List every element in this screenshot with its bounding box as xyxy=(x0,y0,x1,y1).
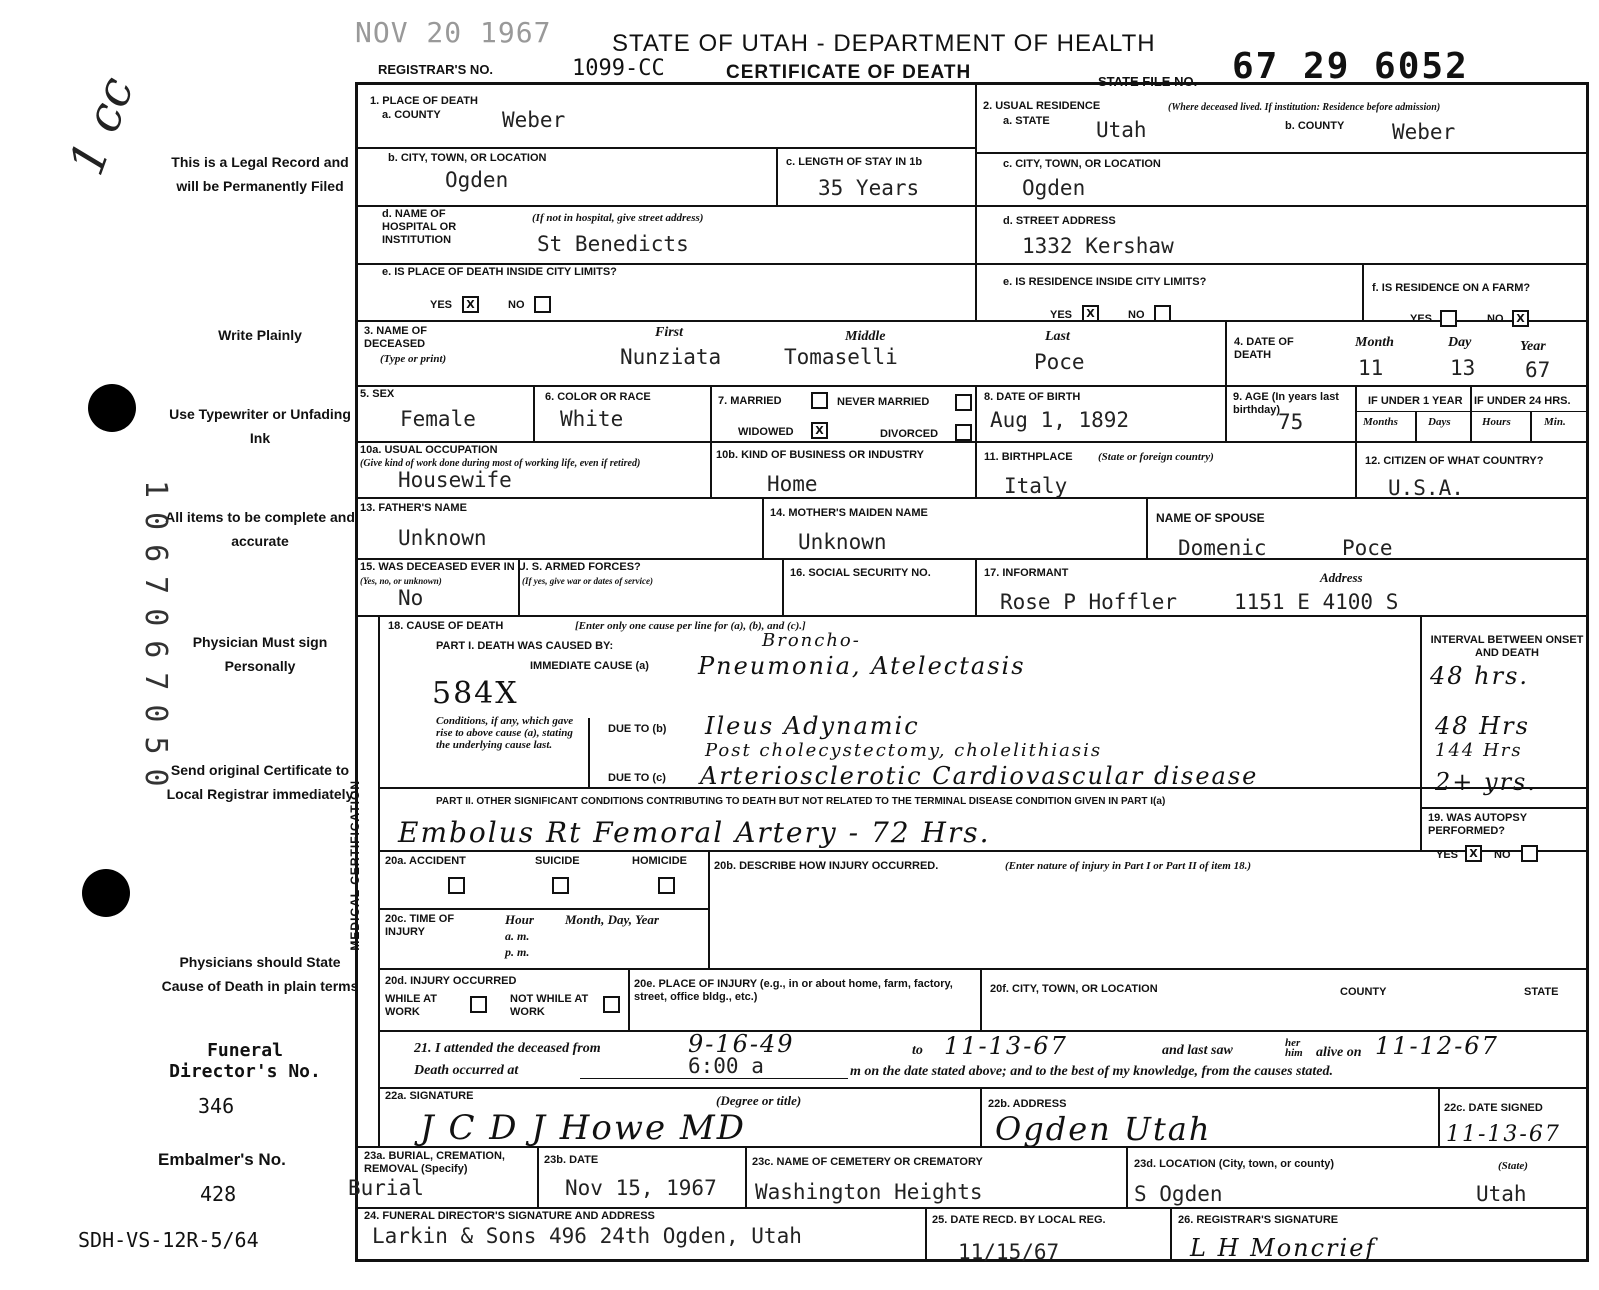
informant-name-value: Rose P Hoffler xyxy=(1000,590,1178,614)
hospital-value: St Benedicts xyxy=(537,232,689,256)
days-heading: Days xyxy=(1428,416,1451,428)
year-heading: Year xyxy=(1520,339,1546,354)
embalmer-number: 428 xyxy=(200,1182,237,1206)
physician-signature: J C D J Howe MD xyxy=(420,1108,746,1148)
write-plainly-note: Write Plainly xyxy=(218,327,302,343)
not-while-at-work-checkbox[interactable] xyxy=(603,996,620,1013)
alive-on-value: 11-12-67 xyxy=(1375,1032,1499,1060)
immediate-cause-label: IMMEDIATE CAUSE (a) xyxy=(530,660,649,672)
death-city-value: Ogden xyxy=(445,168,509,192)
registrar-no-value: 1099-CC xyxy=(572,56,665,81)
residence-inside-yes-checkbox[interactable]: X xyxy=(1082,305,1099,322)
date-received-label: 25. DATE RECD. BY LOCAL REG. xyxy=(932,1214,1106,1226)
cemetery-label: 23c. NAME OF CEMETERY OR CREMATORY xyxy=(752,1156,983,1168)
yes-label: YES xyxy=(1410,313,1433,325)
time-of-injury-label: 20c. TIME OF INJURY xyxy=(385,913,455,938)
funeral-director-number: 346 xyxy=(198,1094,235,1118)
attended-label: 21. I attended the deceased from xyxy=(414,1041,601,1056)
race-label: 6. COLOR OR RACE xyxy=(545,391,651,403)
immediate-cause-value: Pneumonia, Atelectasis xyxy=(698,652,1026,680)
attended-from-value: 9-16-49 xyxy=(688,1030,795,1058)
burial-state-label: (State) xyxy=(1498,1160,1528,1172)
embalmer-label: Embalmer's No. xyxy=(158,1150,286,1169)
injury-occurred-label: 20d. INJURY OCCURRED xyxy=(385,975,517,987)
first-name-heading: First xyxy=(655,325,684,340)
suicide-label: SUICIDE xyxy=(535,855,580,867)
mother-name-label: 14. MOTHER'S MAIDEN NAME xyxy=(770,507,928,519)
death-year-value: 67 xyxy=(1525,358,1551,382)
homicide-label: HOMICIDE xyxy=(632,855,687,867)
physician-sign-note: Physician Must sign Personally xyxy=(192,634,328,674)
business-label: 10b. KIND OF BUSINESS OR INDUSTRY xyxy=(716,449,925,461)
physician-address-label: 22b. ADDRESS xyxy=(988,1098,1067,1110)
interval-c-value: 2+ yrs. xyxy=(1435,768,1537,796)
deceased-name-label: 3. NAME OF DECEASED xyxy=(364,325,427,350)
margin-handwritten-mark: 1 cc xyxy=(58,69,146,183)
length-of-stay-value: 35 Years xyxy=(818,176,920,200)
injury-state-label: STATE xyxy=(1524,986,1559,998)
spouse-name-label: NAME OF SPOUSE xyxy=(1156,511,1265,525)
residence-state-value: Utah xyxy=(1096,118,1147,142)
accident-checkbox[interactable] xyxy=(448,877,465,894)
autopsy-yes-checkbox[interactable]: X xyxy=(1465,845,1482,862)
business-value: Home xyxy=(767,472,818,496)
never-married-label: NEVER MARRIED xyxy=(837,396,930,408)
hours-heading: Hours xyxy=(1482,416,1511,428)
received-date-stamp: NOV 20 1967 xyxy=(355,16,552,49)
age-value: 75 xyxy=(1278,410,1304,434)
degree-title-label: (Degree or title) xyxy=(716,1093,802,1108)
am-heading: a. m. xyxy=(505,929,530,943)
married-checkbox[interactable] xyxy=(811,392,828,409)
months-heading: Months xyxy=(1363,416,1398,428)
residence-city-value: Ogden xyxy=(1022,176,1086,200)
punch-hole xyxy=(88,384,136,432)
mother-name-value: Unknown xyxy=(798,530,887,554)
registrar-signature-label: 26. REGISTRAR'S SIGNATURE xyxy=(1178,1214,1339,1226)
date-of-birth-value: Aug 1, 1892 xyxy=(990,408,1130,432)
widowed-checkbox[interactable]: X xyxy=(811,422,828,439)
never-married-checkbox[interactable] xyxy=(955,394,972,411)
immediate-cause-prefix: Broncho- xyxy=(762,630,861,651)
attended-to-label: to xyxy=(912,1043,923,1058)
under-1-year-label: IF UNDER 1 YEAR xyxy=(1368,395,1463,407)
yes-label: YES xyxy=(1050,309,1073,321)
occupation-note: (Give kind of work done during most of working life, even if retired) xyxy=(360,458,641,469)
registrar-no-label: REGISTRAR'S NO. xyxy=(378,62,494,77)
farm-no-checkbox[interactable]: X xyxy=(1512,310,1529,327)
residence-county-value: Weber xyxy=(1392,120,1456,144)
death-occurred-statement: m on the date stated above; and to the best of my knowledge, from the causes stated. xyxy=(850,1064,1333,1079)
cause-of-death-label: 18. CAUSE OF DEATH xyxy=(388,620,504,632)
residence-county-label: b. COUNTY xyxy=(1285,120,1345,132)
medical-certification-label: MEDICAL CERTIFICATION xyxy=(348,780,362,951)
certificate-title: CERTIFICATE OF DEATH xyxy=(726,62,972,83)
first-name-value: Nunziata xyxy=(620,345,722,369)
no-label: NO xyxy=(1128,309,1145,321)
while-at-work-label: WHILE AT WORK xyxy=(385,993,437,1018)
armed-forces-note-1: (Yes, no, or unknown) xyxy=(360,576,442,586)
occupation-label: 10a. USUAL OCCUPATION xyxy=(360,444,498,456)
place-of-injury-label: 20e. PLACE OF INJURY (e.g., in or about home, farm, factory, street, office bldg., etc.) xyxy=(634,978,953,1003)
sex-value: Female xyxy=(400,407,476,431)
punch-hole xyxy=(82,869,130,917)
physicians-state-note: Physicians should State Cause of Death in plain terms xyxy=(161,954,359,994)
cause-code: 584X xyxy=(432,676,519,711)
part-one-label: PART I. DEATH WAS CAUSED BY: xyxy=(436,640,614,652)
sex-label: 5. SEX xyxy=(360,388,395,400)
state-file-label: STATE FILE NO. xyxy=(1098,74,1198,89)
death-city-label: b. CITY, TOWN, OR LOCATION xyxy=(388,152,547,164)
informant-address-value: 1151 E 4100 S xyxy=(1234,590,1399,614)
injury-county-label: COUNTY xyxy=(1340,986,1387,998)
date-of-death-label: 4. DATE OF DEATH xyxy=(1234,336,1294,361)
interval-label: INTERVAL BETWEEN ONSET AND DEATH xyxy=(1430,634,1584,659)
no-label: NO xyxy=(508,299,525,311)
death-inside-no-checkbox[interactable] xyxy=(534,296,551,313)
part-two-value: Embolus Rt Femoral Artery - 72 Hrs. xyxy=(398,816,991,849)
citizenship-value: U.S.A. xyxy=(1388,476,1464,500)
usual-residence-label: 2. USUAL RESIDENCE xyxy=(983,100,1101,112)
conditions-note: Conditions, if any, which gave rise to above cause (a), stating the underlying cause last. xyxy=(436,715,574,751)
yes-label: YES xyxy=(430,299,453,311)
alive-on-label: alive on xyxy=(1316,1045,1362,1060)
funeral-director-label: Funeral Director's No. xyxy=(169,1040,321,1082)
street-address-value: 1332 Kershaw xyxy=(1022,234,1174,258)
registrar-signature: L H Moncrief xyxy=(1190,1234,1377,1262)
interval-a-value: 48 hrs. xyxy=(1430,662,1530,690)
occupation-value: Housewife xyxy=(398,468,512,492)
spouse-first-value: Domenic xyxy=(1178,536,1267,560)
death-time-value: 6:00 a xyxy=(688,1054,764,1078)
typewriter-note: Use Typewriter or Unfading Ink xyxy=(169,406,351,446)
deceased-name-note: (Type or print) xyxy=(380,353,447,365)
divorced-checkbox[interactable] xyxy=(955,424,972,441)
suicide-checkbox[interactable] xyxy=(552,877,569,894)
hour-heading: Hour xyxy=(505,912,534,927)
usual-residence-note: (Where deceased lived. If institution: Residence before admission) xyxy=(1168,102,1441,113)
father-name-label: 13. FATHER'S NAME xyxy=(360,502,467,514)
accident-label: 20a. ACCIDENT xyxy=(385,855,466,867)
street-address-label: d. STREET ADDRESS xyxy=(1003,215,1116,227)
vertical-file-number: 1067067050 xyxy=(138,480,173,801)
send-original-note: Send original Certificate to Local Registrar immediately xyxy=(166,762,354,802)
hospital-note: (If not in hospital, give street address) xyxy=(532,212,704,224)
spouse-last-value: Poce xyxy=(1342,536,1393,560)
no-label: NO xyxy=(1487,313,1504,325)
all-items-note: All items to be complete and accurate xyxy=(165,509,355,549)
residence-city-label: c. CITY, TOWN, OR LOCATION xyxy=(1003,158,1161,170)
father-name-value: Unknown xyxy=(398,526,487,550)
physician-address-value: Ogden Utah xyxy=(995,1110,1212,1148)
autopsy-label: 19. WAS AUTOPSY PERFORMED? xyxy=(1428,812,1527,837)
date-of-birth-label: 8. DATE OF BIRTH xyxy=(984,391,1081,403)
farm-yes-checkbox[interactable] xyxy=(1440,310,1457,327)
due-to-c-label: DUE TO (c) xyxy=(608,772,666,784)
while-at-work-checkbox[interactable] xyxy=(470,996,487,1013)
farm-label: f. IS RESIDENCE ON A FARM? xyxy=(1372,282,1531,294)
death-occurred-label: Death occurred at xyxy=(414,1063,519,1078)
burial-method-label: 23a. BURIAL, CREMATION, REMOVAL (Specify) xyxy=(364,1150,505,1175)
attended-to-value: 11-13-67 xyxy=(944,1032,1068,1060)
her-him-label: her him xyxy=(1285,1037,1303,1059)
burial-state-value: Utah xyxy=(1476,1182,1527,1206)
race-value: White xyxy=(560,407,624,431)
middle-name-value: Tomaselli xyxy=(784,345,898,369)
under-24-hrs-label: IF UNDER 24 HRS. xyxy=(1474,395,1571,407)
birthplace-label: 11. BIRTHPLACE xyxy=(984,451,1073,463)
death-inside-yes-checkbox[interactable]: X xyxy=(462,296,479,313)
death-county-label: a. COUNTY xyxy=(382,109,441,121)
residence-state-label: a. STATE xyxy=(1003,115,1050,127)
date-received-value: 11/15/67 xyxy=(958,1240,1060,1264)
informant-address-heading: Address xyxy=(1320,570,1363,585)
part-two-label: PART II. OTHER SIGNIFICANT CONDITIONS CONTRIBUTING TO DEATH BUT NOT RELATED TO THE TERMINAL DISEASE CONDITION GIVEN IN PART I(a) xyxy=(436,796,1166,807)
residence-inside-no-checkbox[interactable] xyxy=(1154,305,1171,322)
interval-b-value: 48 Hrs xyxy=(1435,712,1530,740)
citizenship-label: 12. CITIZEN OF WHAT COUNTRY? xyxy=(1365,455,1544,467)
hospital-label: d. NAME OF HOSPITAL OR INSTITUTION xyxy=(382,208,457,246)
social-security-label: 16. SOCIAL SECURITY NO. xyxy=(790,567,931,579)
married-label: 7. MARRIED xyxy=(718,395,782,407)
middle-name-heading: Middle xyxy=(845,329,886,344)
due-to-b-value: Ileus Adynamic xyxy=(705,712,920,740)
birthplace-value: Italy xyxy=(1004,474,1068,498)
length-of-stay-label: c. LENGTH OF STAY IN 1b xyxy=(786,156,923,168)
not-while-at-work-label: NOT WHILE AT WORK xyxy=(510,993,589,1018)
signature-label: 22a. SIGNATURE xyxy=(385,1090,474,1102)
autopsy-no-checkbox[interactable] xyxy=(1521,845,1538,862)
birthplace-note: (State or foreign country) xyxy=(1098,451,1214,463)
funeral-director-signature-label: 24. FUNERAL DIRECTOR'S SIGNATURE AND ADDRESS xyxy=(364,1210,655,1222)
injury-description-note: (Enter nature of injury in Part I or Part II of item 18.) xyxy=(1005,860,1252,872)
yes-label: YES xyxy=(1436,849,1459,861)
funeral-director-address-value: Larkin & Sons 496 24th Ogden, Utah xyxy=(372,1224,802,1248)
place-of-death-label: 1. PLACE OF DEATH xyxy=(370,95,478,107)
form-code: SDH-VS-12R-5/64 xyxy=(78,1228,259,1252)
armed-forces-note-2: (If yes, give war or dates of service) xyxy=(522,576,653,586)
armed-forces-label: 15. WAS DECEASED EVER IN U. S. ARMED FORCES? xyxy=(360,561,641,573)
due-to-b-label: DUE TO (b) xyxy=(608,723,667,735)
divorced-label: DIVORCED xyxy=(880,428,939,440)
pm-heading: p. m. xyxy=(505,945,530,959)
last-name-value: Poce xyxy=(1034,350,1085,374)
due-to-c-value: Arteriosclerotic Cardiovascular disease xyxy=(700,762,1259,790)
day-heading: Day xyxy=(1448,335,1472,350)
state-department-title: STATE OF UTAH - DEPARTMENT OF HEALTH xyxy=(612,30,1156,57)
last-saw-label: and last saw xyxy=(1162,1043,1233,1058)
date-signed-value: 11-13-67 xyxy=(1446,1122,1561,1147)
widowed-label: WIDOWED xyxy=(738,426,794,438)
cemetery-value: Washington Heights xyxy=(755,1180,983,1204)
burial-method-value: Burial xyxy=(348,1176,424,1200)
age-label: 9. AGE (In years last birthday) xyxy=(1233,391,1339,416)
no-label: NO xyxy=(1494,849,1511,861)
last-name-heading: Last xyxy=(1045,329,1070,344)
due-to-b-subvalue: Post cholecystectomy, cholelithiasis xyxy=(705,740,1103,761)
state-file-number: 67 29 6052 xyxy=(1232,46,1469,87)
month-heading: Month xyxy=(1355,335,1394,350)
injury-description-label: 20b. DESCRIBE HOW INJURY OCCURRED. xyxy=(714,860,939,872)
injury-date-heading: Month, Day, Year xyxy=(565,912,659,927)
legal-record-note: This is a Legal Record and will be Permanently Filed xyxy=(171,154,349,194)
cause-of-death-note: [Enter only one cause per line for (a), (b), and (c).] xyxy=(575,620,806,632)
death-county-value: Weber xyxy=(502,108,566,132)
minutes-heading: Min. xyxy=(1544,416,1566,428)
death-month-value: 11 xyxy=(1358,356,1384,380)
death-inside-limits-label: e. IS PLACE OF DEATH INSIDE CITY LIMITS? xyxy=(382,266,617,278)
interval-b2-value: 144 Hrs xyxy=(1435,740,1523,761)
homicide-checkbox[interactable] xyxy=(658,877,675,894)
date-signed-label: 22c. DATE SIGNED xyxy=(1444,1102,1543,1114)
burial-location-label: 23d. LOCATION (City, town, or county) xyxy=(1134,1158,1335,1170)
injury-city-label: 20f. CITY, TOWN, OR LOCATION xyxy=(990,983,1158,995)
burial-location-value: S Ogden xyxy=(1134,1182,1223,1206)
residence-inside-limits-label: e. IS RESIDENCE INSIDE CITY LIMITS? xyxy=(1003,276,1207,288)
burial-date-value: Nov 15, 1967 xyxy=(565,1176,717,1200)
informant-label: 17. INFORMANT xyxy=(984,567,1069,579)
death-day-value: 13 xyxy=(1450,356,1476,380)
armed-forces-value: No xyxy=(398,586,424,610)
burial-date-label: 23b. DATE xyxy=(544,1154,599,1166)
